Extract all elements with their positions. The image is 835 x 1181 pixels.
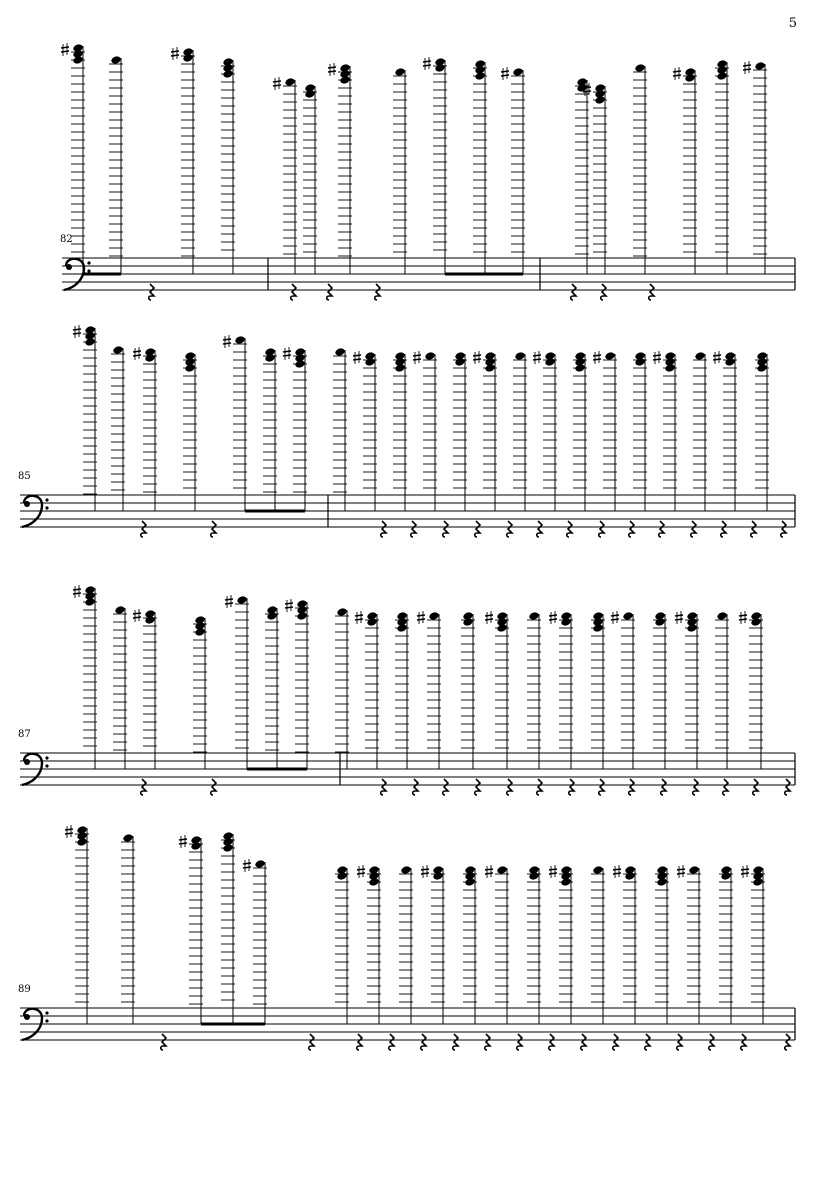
- quarter-rest-icon: [781, 521, 786, 537]
- quarter-rest-icon: [309, 1034, 314, 1050]
- note-chord: [755, 351, 769, 511]
- note-chord: [357, 865, 381, 1024]
- quarter-rest-icon: [691, 521, 696, 537]
- note-chord: [133, 347, 157, 511]
- page-number: 5: [788, 16, 797, 31]
- note-chord: [183, 351, 197, 511]
- quarter-rest-icon: [677, 1034, 682, 1050]
- note-chord: [73, 585, 97, 769]
- note-chord: [633, 63, 647, 274]
- quarter-rest-icon: [723, 779, 728, 795]
- quarter-rest-icon: [375, 284, 380, 300]
- quarter-rest-icon: [211, 779, 216, 795]
- note-chord: [265, 605, 279, 769]
- quarter-rest-icon: [693, 779, 698, 795]
- note-chord: [613, 865, 637, 1024]
- note-chord: [549, 611, 573, 769]
- system-2: [18, 325, 795, 537]
- note-chord: [575, 77, 589, 274]
- note-chord: [591, 611, 605, 769]
- note-chord: [715, 611, 729, 769]
- note-chord: [221, 831, 235, 1024]
- quarter-rest-icon: [599, 779, 604, 795]
- measure-number: 85: [18, 471, 31, 482]
- quarter-rest-icon: [659, 521, 664, 537]
- note-chord: [693, 351, 707, 511]
- note-chord: [653, 611, 667, 769]
- quarter-rest-icon: [211, 521, 216, 537]
- system-3: [18, 585, 795, 795]
- note-chord: [121, 833, 135, 1024]
- quarter-rest-icon: [443, 521, 448, 537]
- quarter-rest-icon: [613, 1034, 618, 1050]
- quarter-rest-icon: [411, 521, 416, 537]
- note-chord: [273, 77, 297, 274]
- note-chord: [65, 825, 89, 1024]
- system-4: [18, 825, 795, 1050]
- note-chord: [675, 611, 699, 769]
- note-chord: [333, 347, 347, 511]
- note-chord: [591, 865, 605, 1024]
- note-chord: [473, 59, 487, 274]
- quarter-rest-icon: [571, 284, 576, 300]
- quarter-rest-icon: [537, 779, 542, 795]
- quarter-rest-icon: [475, 779, 480, 795]
- systems-layer: [18, 43, 795, 1050]
- quarter-rest-icon: [453, 1034, 458, 1050]
- note-chord: [285, 599, 309, 769]
- note-chord: [713, 351, 737, 511]
- note-chord: [485, 865, 509, 1024]
- note-chord: [355, 611, 379, 769]
- note-chord: [741, 865, 765, 1024]
- note-chord: [653, 351, 677, 511]
- note-chord: [109, 55, 123, 274]
- quarter-rest-icon: [149, 284, 154, 300]
- quarter-rest-icon: [507, 521, 512, 537]
- note-chord: [328, 63, 352, 274]
- quarter-rest-icon: [785, 1034, 790, 1050]
- note-chord: [533, 351, 557, 511]
- quarter-rest-icon: [785, 779, 790, 795]
- quarter-rest-icon: [389, 1034, 394, 1050]
- note-chord: [395, 611, 409, 769]
- quarter-rest-icon: [421, 1034, 426, 1050]
- note-chord: [453, 351, 467, 511]
- note-chord: [393, 67, 407, 274]
- note-chord: [527, 611, 541, 769]
- quarter-rest-icon: [537, 521, 542, 537]
- quarter-rest-icon: [645, 1034, 650, 1050]
- note-chord: [463, 865, 477, 1024]
- note-chord: [719, 865, 733, 1024]
- note-chord: [413, 351, 437, 511]
- system-1: [60, 43, 795, 300]
- note-chord: [513, 351, 527, 511]
- quarter-rest-icon: [357, 1034, 362, 1050]
- quarter-rest-icon: [485, 1034, 490, 1050]
- note-chord: [501, 67, 525, 274]
- note-chord: [111, 345, 125, 511]
- note-chord: [611, 611, 635, 769]
- note-chord: [113, 605, 127, 769]
- quarter-rest-icon: [291, 284, 296, 300]
- note-chord: [73, 325, 97, 511]
- quarter-rest-icon: [507, 779, 512, 795]
- note-chord: [527, 865, 541, 1024]
- quarter-rest-icon: [443, 779, 448, 795]
- note-chord: [715, 59, 729, 274]
- note-chord: [473, 351, 497, 511]
- quarter-rest-icon: [381, 779, 386, 795]
- note-chord: [417, 611, 441, 769]
- note-chord: [223, 335, 247, 511]
- quarter-rest-icon: [661, 779, 666, 795]
- note-chord: [335, 607, 349, 769]
- note-chord: [263, 347, 277, 511]
- quarter-rest-icon: [569, 779, 574, 795]
- quarter-rest-icon: [721, 521, 726, 537]
- quarter-rest-icon: [629, 521, 634, 537]
- quarter-rest-icon: [381, 521, 386, 537]
- note-chord: [461, 611, 475, 769]
- note-chord: [549, 865, 573, 1024]
- note-chord: [421, 865, 445, 1024]
- measure-number: 89: [18, 984, 31, 995]
- quarter-rest-icon: [327, 284, 332, 300]
- quarter-rest-icon: [141, 521, 146, 537]
- note-chord: [225, 595, 249, 769]
- note-chord: [393, 351, 407, 511]
- quarter-rest-icon: [581, 1034, 586, 1050]
- note-chord: [399, 865, 413, 1024]
- note-chord: [593, 351, 617, 511]
- note-chord: [133, 609, 157, 769]
- measure-number: 87: [18, 729, 31, 740]
- note-chord: [743, 61, 767, 274]
- quarter-rest-icon: [751, 521, 756, 537]
- note-chord: [303, 83, 317, 274]
- note-chord: [283, 347, 307, 511]
- note-chord: [423, 57, 447, 274]
- note-chord: [739, 611, 763, 769]
- quarter-rest-icon: [753, 779, 758, 795]
- measure-number: 82: [60, 234, 73, 245]
- note-chord: [655, 865, 669, 1024]
- quarter-rest-icon: [549, 1034, 554, 1050]
- note-chord: [243, 859, 267, 1024]
- note-chord: [221, 57, 235, 274]
- note-chord: [353, 351, 377, 511]
- note-chord: [485, 611, 509, 769]
- quarter-rest-icon: [629, 779, 634, 795]
- note-chord: [677, 865, 701, 1024]
- note-chord: [179, 835, 203, 1024]
- note-chord: [673, 67, 697, 274]
- quarter-rest-icon: [741, 1034, 746, 1050]
- quarter-rest-icon: [517, 1034, 522, 1050]
- note-chord: [573, 351, 587, 511]
- quarter-rest-icon: [413, 779, 418, 795]
- quarter-rest-icon: [567, 521, 572, 537]
- note-chord: [193, 615, 207, 769]
- quarter-rest-icon: [709, 1034, 714, 1050]
- quarter-rest-icon: [601, 284, 606, 300]
- quarter-rest-icon: [141, 779, 146, 795]
- quarter-rest-icon: [599, 521, 604, 537]
- quarter-rest-icon: [161, 1034, 166, 1050]
- quarter-rest-icon: [475, 521, 480, 537]
- quarter-rest-icon: [649, 284, 654, 300]
- note-chord: [171, 47, 195, 274]
- note-chord: [335, 865, 349, 1024]
- note-chord: [633, 351, 647, 511]
